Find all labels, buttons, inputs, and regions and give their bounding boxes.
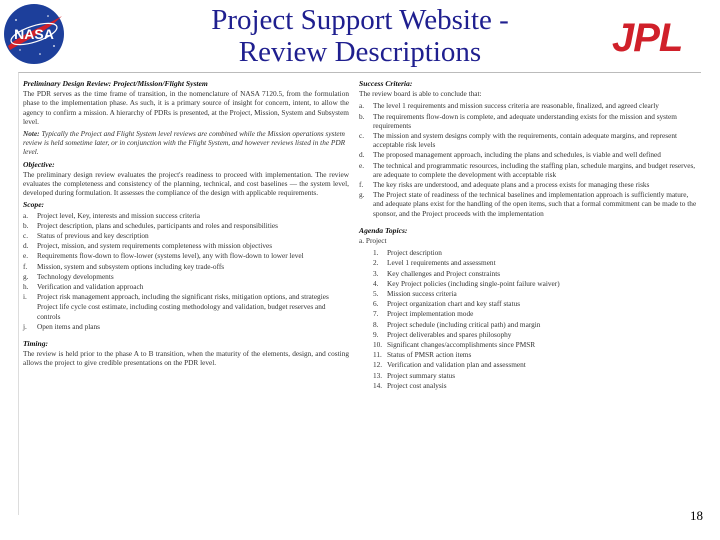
agenda-item-marker: 11. [373, 350, 382, 360]
pdr-intro: The PDR serves as the time frame of transition, in the nomenclature of NASA 7120.5, from the formulation phase to the implementation phase. As such, it is a primary source of insight for concern, intent, to allow the agency to confirm a mission. A hierarchy of PDRs is presented, at the Project, Mission, System and Subsystem level. [23, 89, 349, 126]
timing-text: The review is held prior to the phase A to B transition, when the maturity of the elements, design, and costing allows the project to give credible presentations on the PDR level. [23, 349, 349, 368]
title-line-2: Review Descriptions [238, 36, 482, 68]
scope-item-marker: c. [23, 231, 29, 241]
scope-item-marker: f. [23, 261, 28, 271]
agenda-item [373, 330, 697, 339]
agenda-item-text: Project organization chart and key staff status [387, 299, 521, 309]
agenda-lead: a. Project [359, 236, 387, 246]
scope-item-text: Status of previous and key description [37, 231, 149, 241]
agenda-item-marker: 13. [373, 370, 383, 380]
agenda-item-text: Status of PMSR action items [387, 350, 472, 360]
agenda-item [373, 350, 697, 359]
agenda-item [373, 248, 697, 257]
agenda-item [373, 258, 697, 267]
success-criteria-item [359, 190, 697, 218]
agenda-item [373, 381, 697, 390]
agenda-item [373, 360, 697, 369]
success-criteria-list [359, 101, 697, 217]
agenda-item-marker: 7. [373, 309, 379, 319]
agenda-item-text: Mission success criteria [387, 289, 457, 299]
agenda-item [373, 340, 697, 349]
scope-item-marker: j. [23, 321, 27, 331]
success-criteria-item-text: The level 1 requirements and mission success criteria are reasonable, finalized, and agreed clearly [373, 101, 659, 111]
agenda-item-marker: 6. [373, 299, 379, 309]
success-criteria-item-marker: f. [359, 180, 364, 190]
success-criteria-item-marker: g. [359, 190, 365, 200]
agenda-item [373, 320, 697, 329]
success-criteria-item [359, 150, 697, 159]
agenda-item-marker: 9. [373, 329, 379, 339]
jpl-logo: JPL [612, 16, 683, 60]
agenda-item [373, 371, 697, 380]
agenda-item-text: Project cost analysis [387, 380, 447, 390]
agenda-item-text: Project deliverables and spares philosophy [387, 329, 512, 339]
agenda-item-text: Level 1 requirements and assessment [387, 258, 496, 268]
agenda-item-marker: 5. [373, 289, 379, 299]
scope-item [23, 211, 349, 220]
left-column [23, 77, 349, 371]
objective-heading: Objective: [23, 159, 55, 169]
agenda-item-text: Key challenges and Project constraints [387, 268, 501, 278]
success-criteria-item [359, 161, 697, 179]
scope-item-marker: a. [23, 210, 29, 220]
success-criteria-item-text: The proposed management approach, including the plans and schedules, is viable and well defined [373, 150, 661, 160]
agenda-item-text: Project implementation mode [387, 309, 474, 319]
scope-item-text: Project life cycle cost estimate, including costing methodology and validation, budget reserves and controls [37, 302, 326, 321]
scope-item [23, 322, 349, 331]
scope-item [23, 272, 349, 281]
scope-item-marker: h. [23, 282, 29, 292]
agenda-item-marker: 10. [373, 340, 383, 350]
objective-text: The preliminary design review evaluates the project's readiness to proceed with implementation. The review evaluates the completeness and consistency of the planning, technical, and cost baselines — the system level, developed during formulation. It assesses the compliance of the design with applicable requirements. [23, 169, 349, 198]
scope-item [23, 282, 349, 291]
success-criteria-item-text: The Project state of readiness of the technical baselines and implementation approach is sufficiently mature, and adequate plans exist for the handling of the open items, such that a formal commitment can be made to the sponsor, and the Project proceeds with the implementation [373, 190, 697, 218]
scope-item-text: Requirements flow-down to flow-lower (systems level), any with flow-down to lower level [37, 251, 304, 261]
scope-item-text: Mission, system and subsystem options including key trade-offs [37, 261, 225, 271]
scope-item [23, 292, 349, 301]
scope-item-marker: d. [23, 241, 29, 251]
svg-text:NASA: NASA [14, 26, 54, 42]
scope-item [23, 221, 349, 230]
scope-item-marker [23, 302, 37, 320]
agenda-item-marker: 12. [373, 360, 383, 370]
scope-item-text: Verification and validation approach [37, 282, 144, 292]
scope-item-text: Open items and plans [37, 321, 101, 331]
right-column [359, 77, 697, 391]
success-criteria-intro: The review board is able to conclude that: [359, 89, 482, 99]
agenda-item-marker: 3. [373, 268, 379, 278]
agenda-item [373, 269, 697, 278]
success-criteria-item [359, 112, 697, 130]
agenda-item-text: Verification and validation plan and assessment [387, 360, 526, 370]
agenda-item-text: Project summary status [387, 370, 456, 380]
agenda-item [373, 279, 697, 288]
note-label: Note: [23, 129, 40, 139]
success-criteria-item [359, 101, 697, 110]
success-criteria-item-marker: a. [359, 101, 365, 111]
scope-item [23, 251, 349, 260]
review-document-scan [18, 72, 701, 515]
agenda-item-text: Project description [387, 248, 442, 258]
page-number: 18 [690, 508, 703, 523]
success-criteria-item-text: The mission and system designs comply with the requirements, contain adequate margins, and represent acceptable risk levels [373, 131, 678, 150]
scope-item-marker: i. [23, 292, 27, 302]
page-title [150, 4, 570, 68]
success-criteria-item-marker: d. [359, 150, 365, 160]
success-criteria-item-marker: b. [359, 111, 365, 121]
scope-item-marker: e. [23, 251, 29, 261]
agenda-item [373, 289, 697, 298]
timing-heading: Timing: [23, 339, 49, 349]
agenda-item-marker: 4. [373, 278, 379, 288]
scope-item [23, 302, 349, 320]
agenda-item-text: Key Project policies (including single-point failure waiver) [387, 278, 560, 288]
scope-item [23, 231, 349, 240]
agenda-item-marker: 8. [373, 319, 379, 329]
agenda-item [373, 299, 697, 308]
success-criteria-item-marker: c. [359, 131, 365, 141]
scope-list [23, 211, 349, 331]
success-criteria-item [359, 180, 697, 189]
success-criteria-item-text: The requirements flow-down is complete, and adequate understanding exists for the mission and system requirements [373, 111, 677, 130]
agenda-item [373, 309, 697, 318]
slide-header [0, 0, 720, 72]
pdr-heading: Preliminary Design Review: Project/Mission/Flight System [23, 79, 208, 88]
scope-item-text: Project level, Key, interests and mission success criteria [37, 210, 201, 220]
pdr-note [23, 129, 349, 157]
success-criteria-item [359, 131, 697, 149]
agenda-item-text: Project schedule (including critical path) and margin [387, 319, 541, 329]
note-text: Typically the Project and Flight System level reviews are combined while the Mission operations system review is held sometime later, or in conjunction with the Flight System, and however reviews listed in the PDR level. [23, 129, 346, 157]
scope-item-text: Project, mission, and system requirements completeness with mission objectives [37, 241, 273, 251]
scope-item [23, 241, 349, 250]
agenda-list [373, 248, 697, 390]
success-criteria-item-marker: e. [359, 160, 365, 170]
scope-item-marker: b. [23, 220, 29, 230]
scope-item-marker: g. [23, 271, 29, 281]
success-criteria-heading: Success Criteria: [359, 79, 413, 88]
scope-item-text: Technology developments [37, 271, 114, 281]
agenda-item-marker: 14. [373, 380, 383, 390]
title-line-1: Project Support Website - [211, 4, 509, 36]
success-criteria-item-text: The technical and programmatic resources, including the staffing plan, schedule margins, and budget reserves, are adequate to complete the development with acceptable risk [373, 160, 696, 179]
scope-item-text: Project risk management approach, including the significant risks, mitigation options, and strategies [37, 292, 329, 302]
agenda-item-text: Significant changes/accomplishments since PMSR [387, 340, 536, 350]
success-criteria-item-text: The key risks are understood, and adequate plans and a process exists for managing these risks [373, 180, 650, 190]
scope-heading: Scope: [23, 200, 45, 210]
agenda-heading: Agenda Topics: [359, 225, 408, 235]
nasa-logo-icon [2, 2, 66, 66]
scope-item-text: Project description, plans and schedules, participants and roles and responsibilities [37, 220, 278, 230]
scope-item [23, 262, 349, 271]
agenda-item-marker: 1. [373, 248, 379, 258]
agenda-item-marker: 2. [373, 258, 379, 268]
